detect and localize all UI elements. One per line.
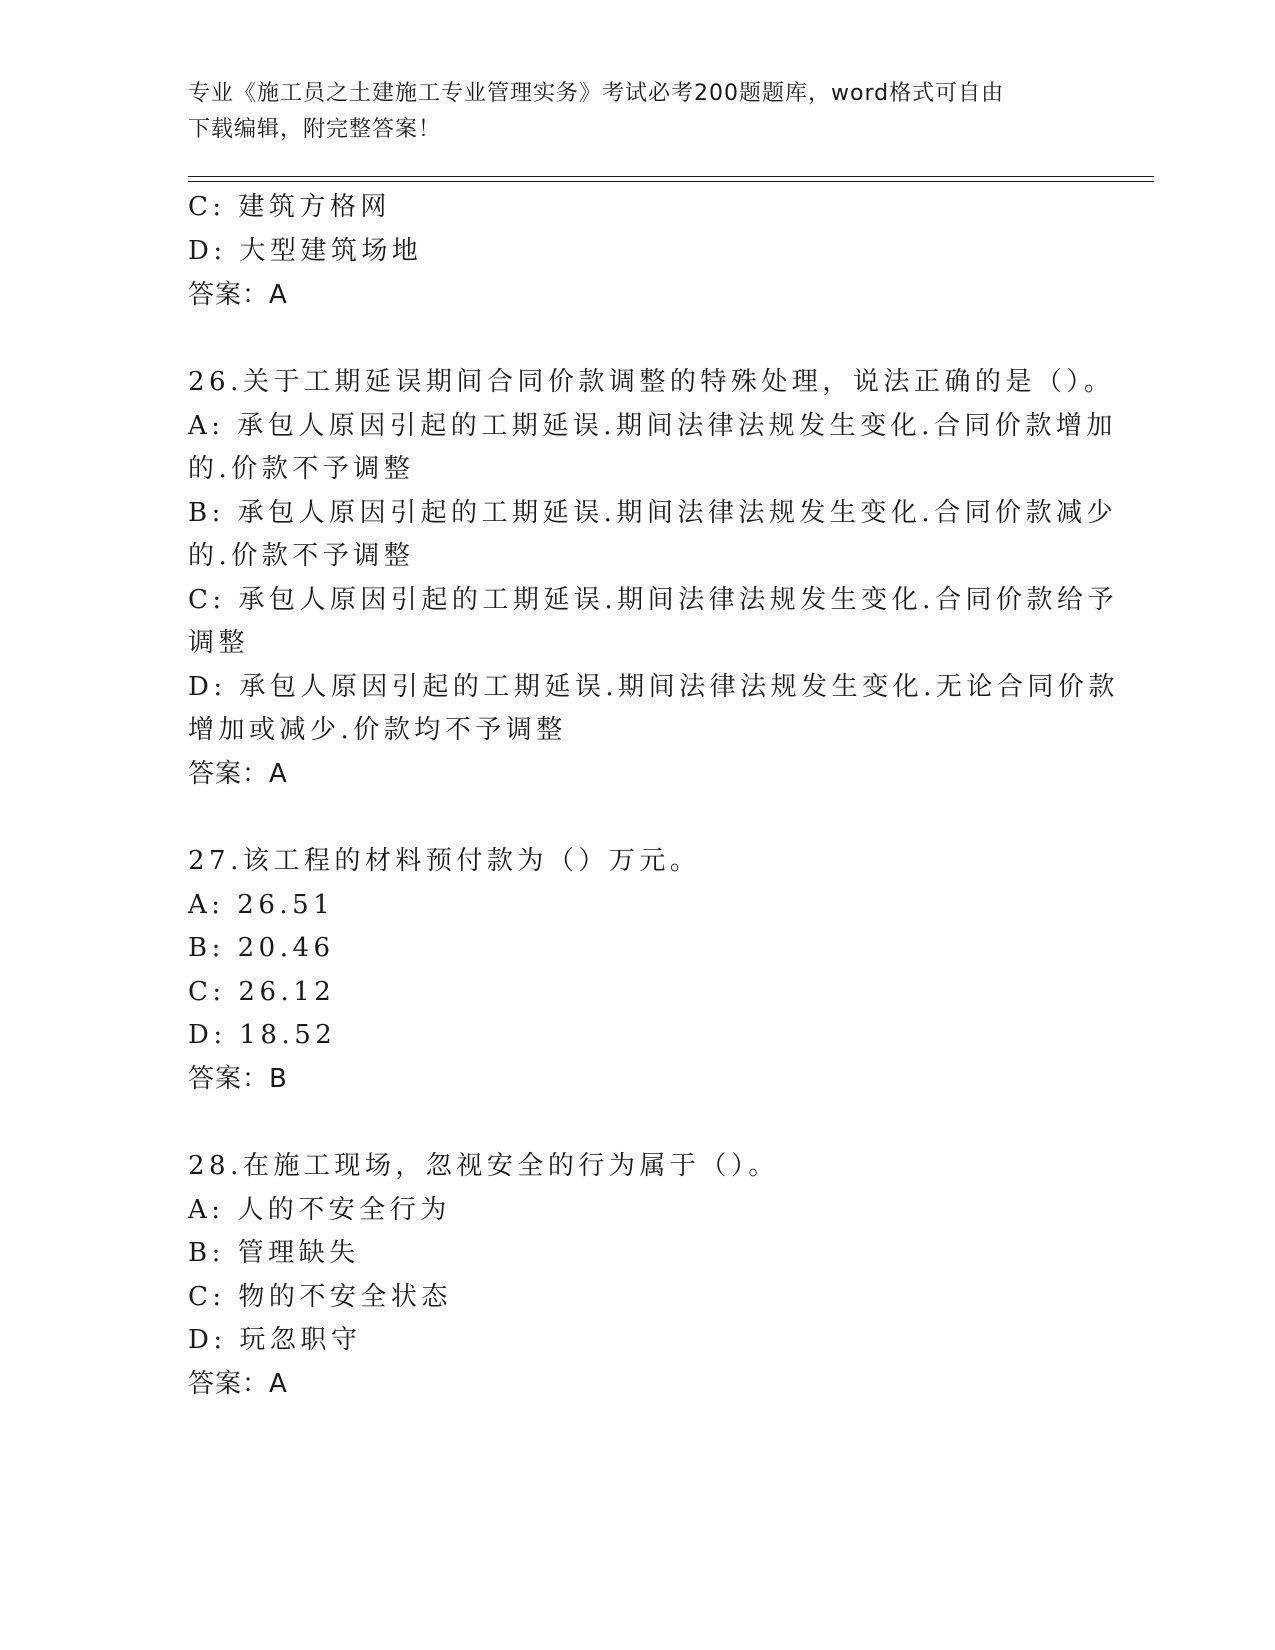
header-rule-top [188, 176, 1154, 177]
question-28-stem: 28.在施工现场，忽视安全的行为属于（）。 [188, 1151, 779, 1181]
question-26-option-c: C: 承包人原因引起的工期延误.期间法律法规发生变化.合同价款给予 [188, 585, 1118, 615]
question-28-option-c: C: 物的不安全状态 [188, 1282, 452, 1312]
document-header [188, 76, 1088, 148]
header-line-1: 专业《施工员之土建施工专业管理实务》考试必考200题题库，word格式可自由 [188, 81, 1005, 106]
question-26-answer: 答案：A [188, 759, 288, 789]
answer-line: 答案：A [188, 280, 288, 310]
question-26-option-a-cont: 的.价款不予调整 [188, 454, 415, 484]
option-d: D: 大型建筑场地 [188, 236, 423, 266]
question-26-option-d-cont: 增加或减少.价款均不予调整 [188, 715, 567, 745]
question-27-option-b: B: 20.46 [188, 933, 335, 963]
question-27-option-a: A: 26.51 [188, 890, 335, 920]
question-28-option-b: B: 管理缺失 [188, 1238, 360, 1268]
question-28-option-d: D: 玩忽职守 [188, 1325, 362, 1355]
question-26-option-c-cont: 调整 [188, 628, 250, 658]
question-28-answer: 答案：A [188, 1369, 288, 1399]
question-26-stem: 26.关于工期延误期间合同价款调整的特殊处理，说法正确的是（）。 [188, 367, 1115, 397]
question-27-stem: 27.该工程的材料预付款为（）万元。 [188, 846, 701, 876]
question-27-option-c: C: 26.12 [188, 977, 336, 1007]
option-c: C: 建筑方格网 [188, 192, 391, 222]
question-28-option-a: A: 人的不安全行为 [188, 1195, 451, 1225]
question-26-option-b: B: 承包人原因引起的工期延误.期间法律法规发生变化.合同价款减少 [188, 498, 1118, 528]
header-rule-bottom [188, 181, 1154, 182]
header-line-2: 下载编辑，附完整答案！ [188, 117, 442, 142]
question-26-option-a: A: 承包人原因引起的工期延误.期间法律法规发生变化.合同价款增加 [188, 411, 1117, 441]
question-27-option-d: D: 18.52 [188, 1020, 337, 1050]
question-27-answer: 答案：B [188, 1064, 288, 1094]
question-26-option-b-cont: 的.价款不予调整 [188, 541, 415, 571]
question-26-option-d: D: 承包人原因引起的工期延误.期间法律法规发生变化.无论合同价款 [188, 672, 1119, 702]
